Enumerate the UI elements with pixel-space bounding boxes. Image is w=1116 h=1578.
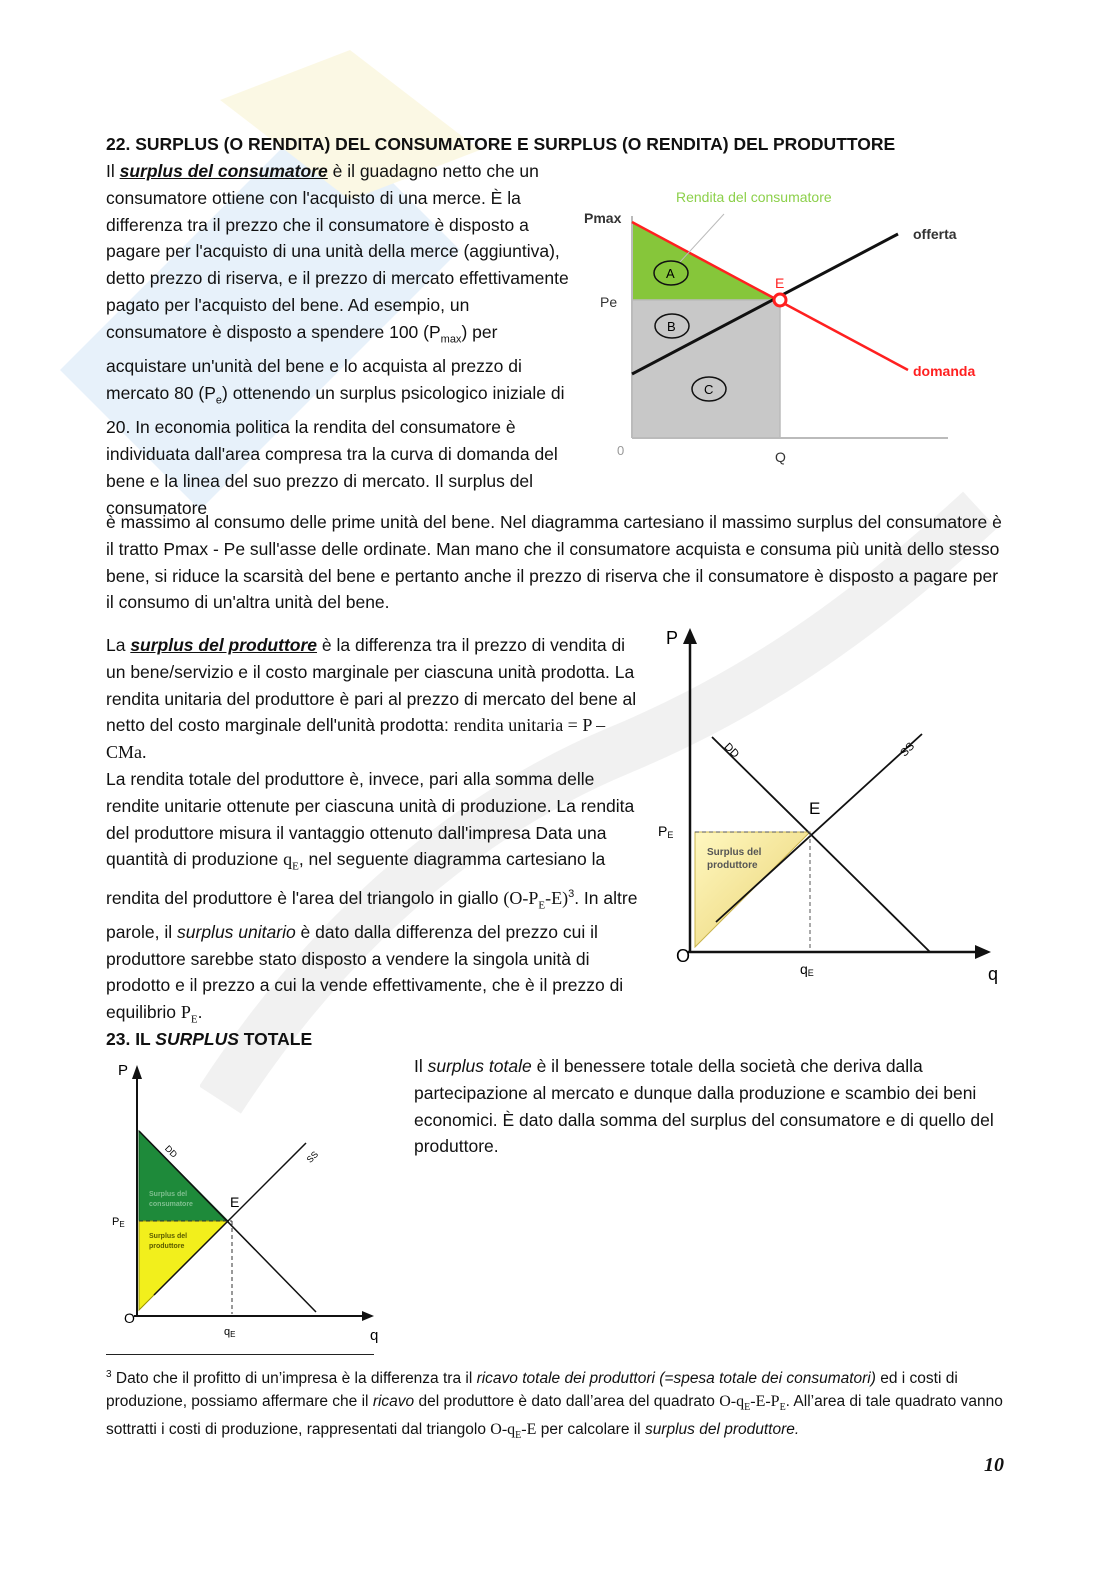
- producer-surplus-chart: [650, 622, 1010, 992]
- svg-text:PE: PE: [112, 1216, 125, 1229]
- svg-text:produttore: produttore: [707, 860, 758, 871]
- p-axis-label: P: [666, 628, 679, 648]
- supply-line: [716, 734, 922, 922]
- svg-text:PE: PE: [658, 823, 674, 840]
- ss-label: SS: [304, 1149, 321, 1165]
- p-axis-label: P: [118, 1062, 129, 1079]
- total-surplus-term: surplus totale: [427, 1056, 532, 1076]
- consumer-surplus-paragraph-continued: è massimo al consumo delle prime unità del bene. Nel diagramma cartesiano il massimo surplus del consumatore è il tratto Pmax - Pe sull'asse delle ordinate. Man mano che il consumatore acquista e consuma più unità dello stesso bene, si riduce la scarsità del bene e pertanto anche il prezzo di riserva che il consumatore è disposto a pagare per il consumo di un'altra unità del bene.: [106, 512, 1002, 613]
- q-axis-label: q: [988, 964, 999, 984]
- eq-label: E: [809, 799, 821, 818]
- producer-surplus-paragraph: La surplus del produttore è la differenza tra il prezzo di vendita di un bene/servizio e il costo marginale per ciascuna unità prodotta. La rendita unitaria del produttore è pari al prezzo di mercato del bene al netto del costo marginale dell'unità prodotta: rendita unitaria = P – CMa. La rendita totale del produttore è, invece, pari alla somma delle rendite unitarie ottenute per ciascuna unità di produzione. La rendita del produttore misura il vantaggio ottenuto dall'impresa Data una quantità di produzione $q_E$, nel seguente diagramma cartesiano la rendita del produttore è l'area del triangolo in giallo $(O-P_E-E)^3$. In altre parole, il surplus unitario è dato dalla differenza del prezzo cui il produttore sarebbe stato disposto a vendere la singola unità di prodotto e il prezzo a cui la vende effettivamente, che è il prezzo di equilibrio $P_E$.: [106, 635, 638, 1026]
- section-23-heading: 23. IL SURPLUS TOTALE: [106, 1029, 313, 1049]
- consumer-surplus-chart: [576, 180, 996, 470]
- dd-label: DD: [721, 740, 742, 761]
- svg-text:qE: qE: [800, 961, 814, 978]
- pmax-label: Pmax: [584, 210, 622, 226]
- svg-text:Surplus del: Surplus del: [149, 1233, 188, 1240]
- svg-text:C: C: [704, 382, 714, 397]
- svg-text:B: B: [667, 319, 676, 334]
- footnote-ref: 3: [568, 887, 575, 900]
- footnote-separator: [106, 1354, 374, 1355]
- origin-label: O: [124, 1310, 135, 1326]
- svg-text:produttore: produttore: [149, 1243, 185, 1250]
- svg-text:qE: qE: [224, 1326, 236, 1339]
- origin-label: 0: [617, 443, 625, 458]
- rendita-label: Rendita del consumatore: [676, 189, 832, 205]
- equilibrium-point: [774, 294, 786, 306]
- eq-label: E: [775, 275, 785, 291]
- svg-text:A: A: [666, 266, 675, 281]
- producer-surplus-term: surplus del produttore: [130, 635, 318, 655]
- svg-text:Surplus del: Surplus del: [149, 1191, 188, 1198]
- total-surplus-paragraph: Il surplus totale è il benessere totale della società che deriva dalla partecipazione al mercato e dunque dalla produzione e scambio dei beni economici. È dato dalla somma del surplus del consumatore e di quello del produttore.: [414, 1056, 994, 1157]
- footnote: $^3$ Dato che il profitto di un’impresa è la differenza tra il ricavo totale dei produttori (=spesa totale dei consumatori) ed i costi di produzione, possiamo affermare che il ricavo del produttore è dato dall’area del quadrato $O-q_E-E-P_E$. All’area di tale quadrato vanno sottratti i costi di produzione, rappresentati dal triangolo $O-q_E-E$ per calcolare il surplus del produttore.: [106, 1369, 1003, 1442]
- origin-label: O: [676, 946, 691, 966]
- svg-text:Surplus del: Surplus del: [707, 847, 762, 858]
- dd-label: DD: [162, 1143, 180, 1160]
- area-b-c: [632, 300, 780, 438]
- q-axis-label: q: [370, 1327, 379, 1344]
- demand-label: domanda: [913, 363, 976, 379]
- svg-text:consumatore: consumatore: [149, 1201, 193, 1208]
- supply-label: offerta: [913, 226, 957, 242]
- ss-label: SS: [898, 740, 918, 760]
- total-surplus-chart: [106, 1055, 406, 1355]
- consumer-surplus-paragraph: Il surplus del consumatore è il guadagno netto che un consumatore ottiene con l'acquisto di una merce. È la differenza tra il prezzo che il consumatore è disposto a pagare per l'acquisto di una unità della merce (aggiuntiva), detto prezzo di riserva, e il prezzo di mercato effettivamente pagato per l'acquisto del bene. Ad esempio, un consumatore è disposto a spendere 100 $(P_{max})$ per acquistare un'unità del bene e lo acquista al prezzo di mercato 80 $(P_e)$ ottenendo un surplus psicologico iniziale di 20. In economia politica la rendita del consumatore è individuata dall'area compresa tra la curva di domanda del bene e la linea del suo prezzo di mercato. Il surplus del consumatore: [106, 161, 569, 518]
- q-label: Q: [775, 449, 786, 465]
- eq-label: E: [230, 1194, 240, 1210]
- section-22-heading: 22. SURPLUS (O RENDITA) DEL CONSUMATORE E SURPLUS (O RENDITA) DEL PRODUTTORE: [106, 134, 896, 154]
- page-number: 10: [984, 1454, 1004, 1476]
- pe-label: Pe: [600, 294, 618, 310]
- consumer-surplus-term: surplus del consumatore: [119, 161, 328, 181]
